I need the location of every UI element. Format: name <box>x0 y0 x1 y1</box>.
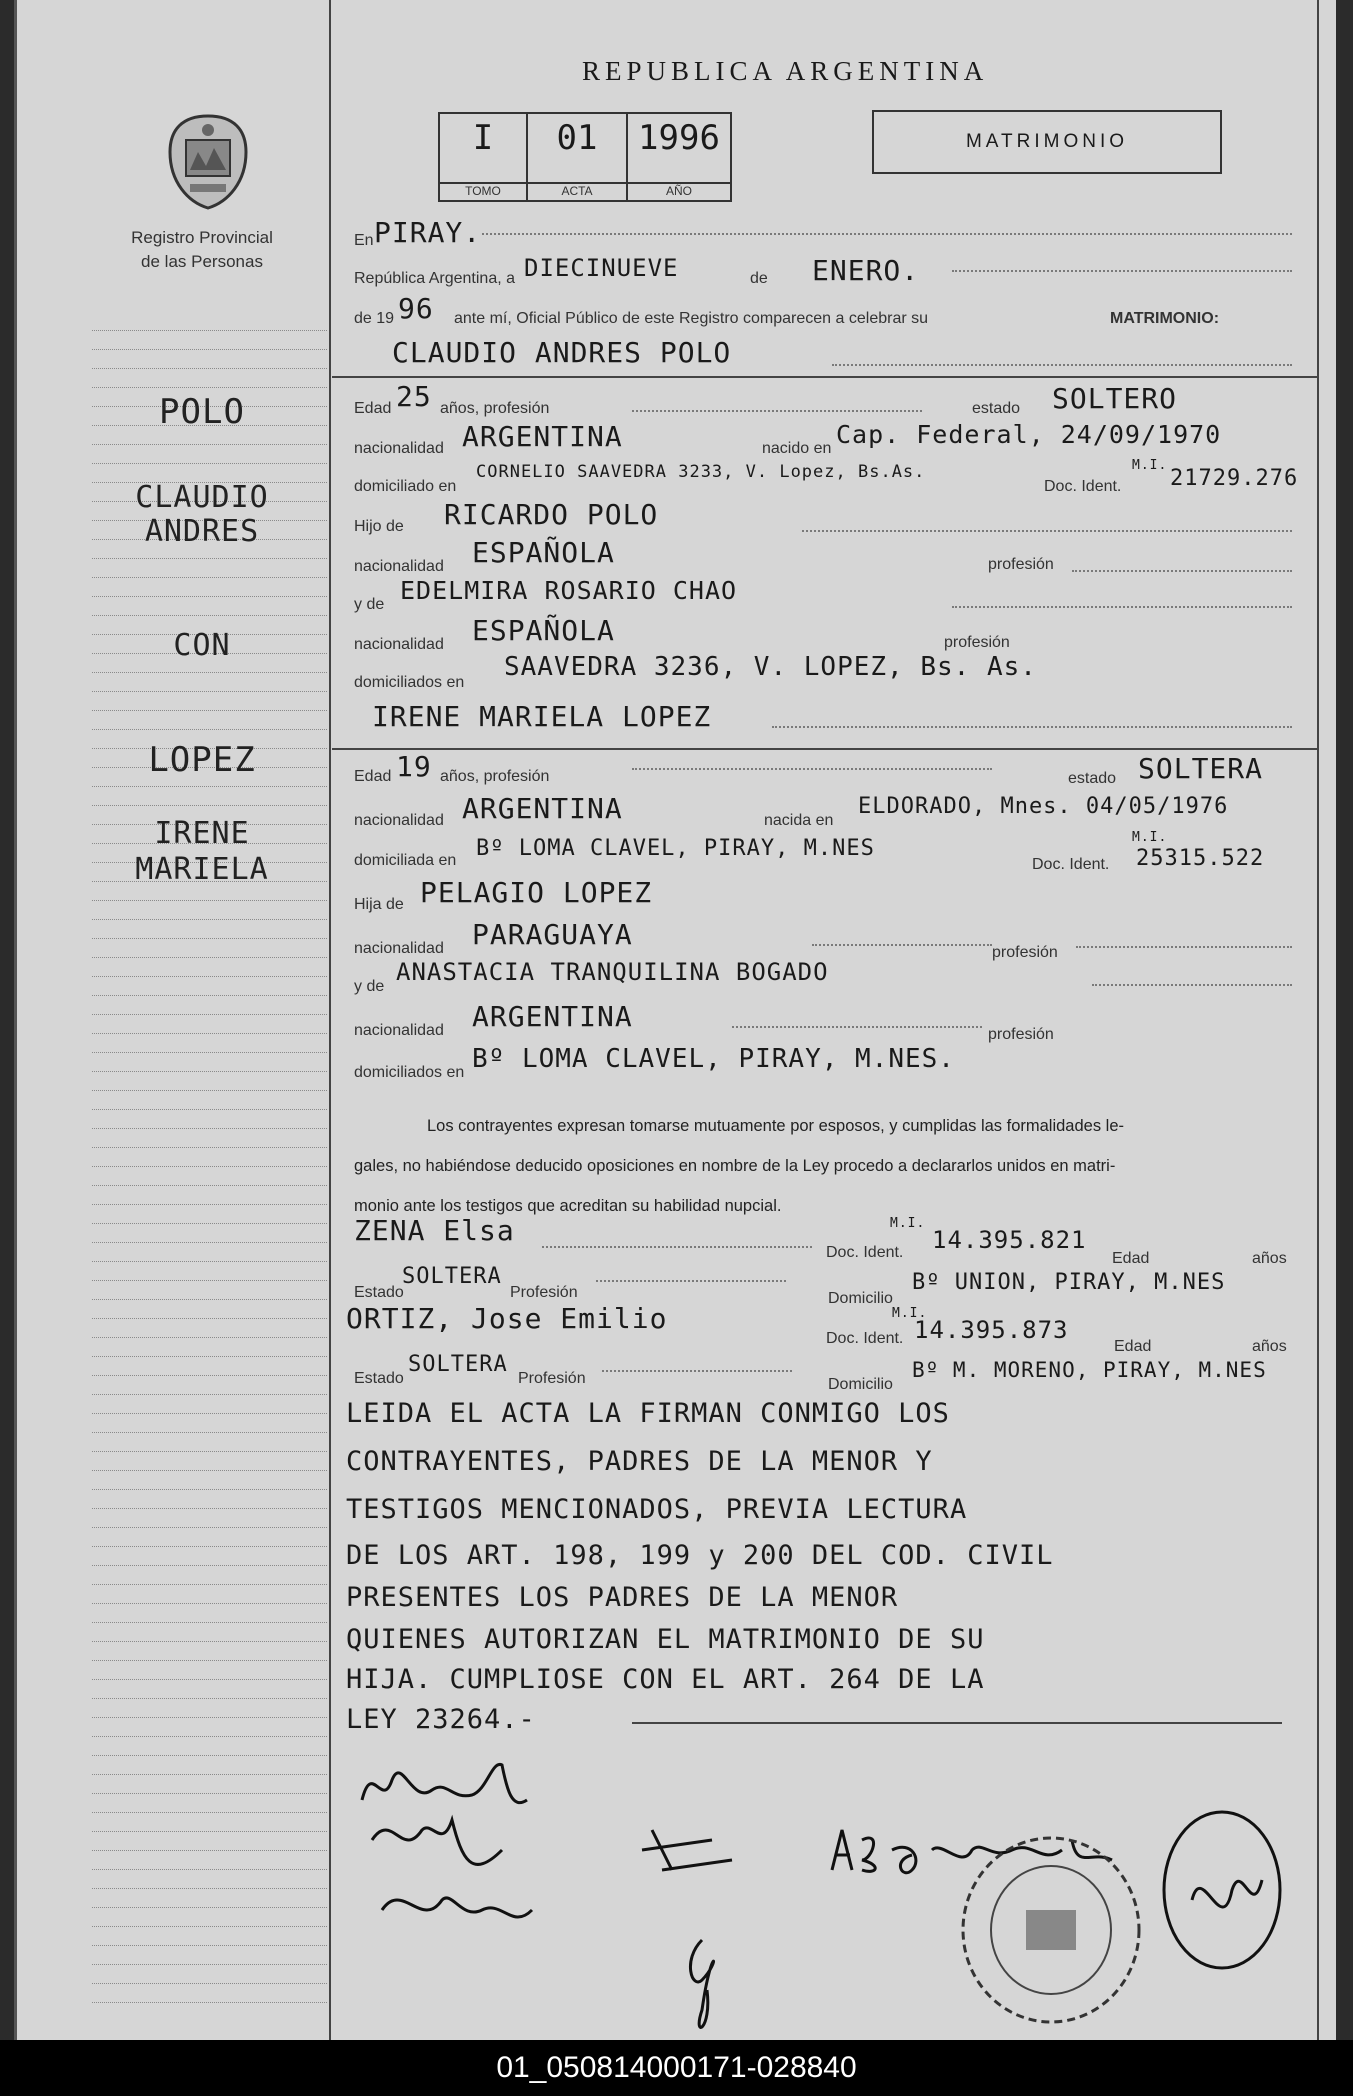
margin-rule-line <box>92 729 327 730</box>
dotted-line <box>1072 570 1292 572</box>
margin-rule-line <box>92 1755 327 1756</box>
margin-rule-line <box>92 1679 327 1680</box>
margin-rule-line <box>92 786 327 787</box>
note-line-2: CONTRAYENTES, PADRES DE LA MENOR Y <box>346 1446 933 1477</box>
bride-edad-label: Edad <box>354 768 392 785</box>
margin-rule-line <box>92 1508 327 1509</box>
margin-rule-line <box>92 1470 327 1471</box>
margin-rule-line <box>92 900 327 901</box>
margin-rule-line <box>92 444 327 445</box>
bride-domicilio: Bº LOMA CLAVEL, PIRAY, M.NES <box>476 836 875 861</box>
margin-column <box>17 0 331 2040</box>
margin-groom-name-1: CLAUDIO <box>135 480 269 515</box>
witness1-profesion-label: Profesión <box>510 1284 578 1301</box>
declaration-line2: gales, no habiéndose deducido oposiciones en nombre de la Ley procedo a declararlos unidos en matri- <box>354 1157 1116 1175</box>
witness2-doc-prefix: M.I. <box>892 1306 928 1321</box>
country-title: REPUBLICA ARGENTINA <box>582 56 989 86</box>
ano-value: 1996 <box>638 118 720 158</box>
margin-rule-line <box>92 349 327 350</box>
note-line-4: DE LOS ART. 198, 199 y 200 DEL COD. CIVIL <box>346 1540 1054 1571</box>
groom-full-name: CLAUDIO ANDRES POLO <box>392 336 732 369</box>
dotted-line <box>952 606 1292 608</box>
witness1-domicilio: Bº UNION, PIRAY, M.NES <box>912 1270 1226 1295</box>
republica-label: República Argentina, a <box>354 270 515 287</box>
dotted-line <box>832 364 1292 366</box>
dotted-line <box>596 1280 786 1282</box>
groom-y-de-label: y de <box>354 596 385 613</box>
margin-rule-line <box>92 1394 327 1395</box>
groom-madre: EDELMIRA ROSARIO CHAO <box>400 576 738 605</box>
section-divider <box>332 376 1317 378</box>
groom-madre-profesion-label: profesión <box>944 634 1010 651</box>
place-value: PIRAY. <box>374 216 482 249</box>
intro-text: ante mí, Oficial Público de este Registro comparecen a celebrar su <box>454 310 929 327</box>
margin-rule-line <box>92 1356 327 1357</box>
margin-rule-line <box>92 1432 327 1433</box>
margin-bride-name-1: IRENE <box>154 816 250 851</box>
dotted-line <box>812 944 992 946</box>
margin-bride-surname: LOPEZ <box>148 740 256 780</box>
margin-rule-line <box>92 577 327 578</box>
witness2-doc: 14.395.873 <box>914 1316 1069 1344</box>
official-stamp-icon <box>956 1830 1146 2030</box>
dotted-line <box>542 1246 812 1248</box>
margin-rule-line <box>92 710 327 711</box>
declaration-line1: Los contrayentes expresan tomarse mutuamente por esposos, y cumplidas las formalidades le- <box>427 1117 1125 1135</box>
margin-connector: CON <box>173 628 231 663</box>
signature-2-icon <box>362 1800 562 1950</box>
en-label: En <box>354 232 374 249</box>
margin-rule-line <box>92 1641 327 1642</box>
note-line-3: TESTIGOS MENCIONADOS, PREVIA LECTURA <box>346 1494 968 1525</box>
acta-cell <box>528 114 628 200</box>
signature-5-icon <box>1152 1800 1292 1980</box>
margin-rule-line <box>92 596 327 597</box>
bride-madre-nac-label: nacionalidad <box>354 1022 444 1039</box>
groom-edad: 25 <box>396 380 432 413</box>
margin-rule-line <box>92 1850 327 1851</box>
bride-nacionalidad-label: nacionalidad <box>354 812 444 829</box>
margin-rule-line <box>92 1185 327 1186</box>
margin-rule-line <box>92 1831 327 1832</box>
margin-rule-line <box>92 1546 327 1547</box>
witness2-domicilio: Bº M. MORENO, PIRAY, M.NES <box>912 1358 1267 1382</box>
margin-rule-line <box>92 1299 327 1300</box>
groom-domicilio-label: domiciliado en <box>354 478 457 495</box>
intro-text-bold: MATRIMONIO: <box>1110 310 1220 327</box>
margin-rule-line <box>92 558 327 559</box>
groom-domiciliados-label: domiciliados en <box>354 674 465 691</box>
margin-rule-line <box>92 1869 327 1870</box>
act-type: MATRIMONIO <box>965 131 1129 152</box>
year-prefix: de 19 <box>354 310 395 327</box>
bride-padre-nac: PARAGUAYA <box>472 918 633 951</box>
groom-domicilio-padres: SAAVEDRA 3236, V. LOPEZ, Bs. As. <box>504 652 1037 682</box>
margin-groom-surname: POLO <box>159 392 245 432</box>
tomo-value: I <box>472 118 494 158</box>
bride-profesion-label: profesión <box>992 944 1058 961</box>
margin-rule-line <box>92 1793 327 1794</box>
dotted-line <box>1076 946 1292 948</box>
margin-rule-line <box>92 1109 327 1110</box>
groom-madre-nac-label: nacionalidad <box>354 636 444 653</box>
margin-rule-line <box>92 1166 327 1167</box>
margin-rule-line <box>92 1204 327 1205</box>
groom-madre-nac: ESPAÑOLA <box>472 614 615 647</box>
bride-estado-label: estado <box>1068 770 1117 787</box>
acta-value: 01 <box>556 118 598 158</box>
margin-rule-line <box>92 1147 327 1148</box>
margin-rule-line <box>92 1565 327 1566</box>
margin-rule-line <box>92 1774 327 1775</box>
witness2-estado: SOLTERA <box>408 1352 508 1377</box>
groom-doc-prefix: M.I. <box>1132 458 1168 473</box>
margin-rule-line <box>92 1451 327 1452</box>
section-divider <box>332 748 1317 750</box>
margin-rule-line <box>92 1128 327 1129</box>
groom-hijo-label: Hijo de <box>354 518 404 535</box>
margin-rule-line <box>92 995 327 996</box>
bride-anos-profesion-label: años, profesión <box>440 768 550 785</box>
groom-nacionalidad: ARGENTINA <box>462 420 623 453</box>
witness1-edad-label: Edad <box>1112 1250 1150 1267</box>
dotted-line <box>1092 984 1292 986</box>
margin-rule-line <box>92 1280 327 1281</box>
margin-rule-line <box>92 1318 327 1319</box>
note-end-line <box>632 1722 1282 1724</box>
margin-rule-line <box>92 938 327 939</box>
record-box <box>438 112 732 202</box>
margin-rule-line <box>92 919 327 920</box>
bride-padre: PELAGIO LOPEZ <box>420 876 653 909</box>
provincial-seal-icon <box>162 112 254 212</box>
margin-rule-line <box>92 368 327 369</box>
margin-rule-line <box>92 1812 327 1813</box>
bride-doc-prefix: M.I. <box>1132 830 1168 845</box>
margin-rule-line <box>92 387 327 388</box>
margin-rule-line <box>92 1584 327 1585</box>
witness2-domicilio-label: Domicilio <box>828 1376 893 1393</box>
groom-padre-nac: ESPAÑOLA <box>472 536 615 569</box>
witness2-profesion-label: Profesión <box>518 1370 586 1387</box>
dotted-line <box>632 768 992 770</box>
groom-nacionalidad-label: nacionalidad <box>354 440 444 457</box>
margin-rule-line <box>92 1945 327 1946</box>
witness1-doc-prefix: M.I. <box>890 1216 926 1231</box>
groom-domicilio: CORNELIO SAAVEDRA 3233, V. Lopez, Bs.As. <box>476 462 926 482</box>
margin-bride-name-2: MARIELA <box>135 852 269 887</box>
act-type-box <box>872 110 1222 174</box>
groom-profesion-label: profesión <box>988 556 1054 573</box>
bride-padre-nac-label: nacionalidad <box>354 940 444 957</box>
groom-padre: RICARDO POLO <box>444 498 659 531</box>
document-id-bar <box>0 2040 1353 2096</box>
margin-rule-line <box>92 1736 327 1737</box>
witness1-doc-label: Doc. Ident. <box>826 1244 904 1261</box>
witness2-name: ORTIZ, Jose Emilio <box>346 1302 668 1335</box>
margin-rule-line <box>92 1071 327 1072</box>
margin-rule-line <box>92 1375 327 1376</box>
margin-rule-line <box>92 1717 327 1718</box>
note-line-5: PRESENTES LOS PADRES DE LA MENOR <box>346 1582 899 1613</box>
ano-label: AÑO <box>628 182 730 198</box>
witness2-edad-label: Edad <box>1114 1338 1152 1355</box>
witness2-anos-label: años <box>1252 1338 1287 1355</box>
groom-estado-label: estado <box>972 400 1021 417</box>
margin-rule-line <box>92 1527 327 1528</box>
margin-rule-line <box>92 1337 327 1338</box>
bride-full-name: IRENE MARIELA LOPEZ <box>372 700 712 733</box>
note-line-7: HIJA. CUMPLIOSE CON EL ART. 264 DE LA <box>346 1664 985 1695</box>
margin-groom-name-2: ANDRES <box>144 514 260 549</box>
bride-nacida-label: nacida en <box>764 812 834 829</box>
bride-madre-profesion-label: profesión <box>988 1026 1054 1043</box>
witness1-doc: 14.395.821 <box>932 1226 1087 1254</box>
dotted-line <box>602 1370 792 1372</box>
declaration-line3: monio ante los testigos que acreditan su habilidad nupcial. <box>354 1197 782 1215</box>
witness2-estado-label: Estado <box>354 1370 404 1387</box>
margin-rule-line <box>92 1052 327 1053</box>
margin-rule-line <box>92 1888 327 1889</box>
bride-y-de-label: y de <box>354 978 385 995</box>
dotted-line <box>772 726 1292 728</box>
margin-rule-line <box>92 691 327 692</box>
margin-rule-line <box>92 463 327 464</box>
tomo-label: TOMO <box>440 182 526 198</box>
groom-padre-nac-label: nacionalidad <box>354 558 444 575</box>
bride-madre: ANASTACIA TRANQUILINA BOGADO <box>396 958 829 986</box>
dotted-line <box>732 1026 982 1028</box>
margin-rule-line <box>92 805 327 806</box>
registry-label-line2: de las Personas <box>141 252 263 271</box>
dotted-line <box>952 270 1292 272</box>
margin-rule-line <box>92 1964 327 1965</box>
groom-doc-label: Doc. Ident. <box>1044 478 1122 495</box>
note-line-8: LEY 23264.- <box>346 1704 536 1735</box>
witness2-doc-label: Doc. Ident. <box>826 1330 904 1347</box>
margin-rule-line <box>92 330 327 331</box>
bride-domiciliados-label: domiciliados en <box>354 1064 465 1081</box>
groom-estado: SOLTERO <box>1052 382 1178 415</box>
margin-rule-line <box>92 672 327 673</box>
margin-rule-line <box>92 1413 327 1414</box>
margin-rule-line <box>92 1261 327 1262</box>
bride-edad: 19 <box>396 750 432 783</box>
ano-cell <box>628 114 730 200</box>
dotted-line <box>802 530 1292 532</box>
signature-3-icon <box>632 1810 752 2050</box>
margin-rule-line <box>92 1014 327 1015</box>
tomo-cell <box>440 114 528 200</box>
groom-anos-profesion-label: años, profesión <box>440 400 550 417</box>
certificate-page <box>14 0 1336 2040</box>
bride-domicilio-label: domiciliada en <box>354 852 457 869</box>
margin-rule-line <box>92 1489 327 1490</box>
margin-rule-line <box>92 976 327 977</box>
margin-rule-line <box>92 1223 327 1224</box>
registry-label-line1: Registro Provincial <box>131 228 273 247</box>
bride-estado: SOLTERA <box>1138 752 1264 785</box>
form-area <box>332 0 1319 2040</box>
witness1-name: ZENA Elsa <box>354 1214 515 1247</box>
margin-rule-line <box>92 615 327 616</box>
de-label: de <box>750 270 768 287</box>
margin-rule-line <box>92 1698 327 1699</box>
margin-rule-line <box>92 1660 327 1661</box>
margin-rule-line <box>92 1926 327 1927</box>
bride-nacida: ELDORADO, Mnes. 04/05/1976 <box>858 794 1229 819</box>
groom-nacido: Cap. Federal, 24/09/1970 <box>836 420 1222 449</box>
bride-hija-label: Hija de <box>354 896 404 913</box>
margin-rule-line <box>92 2002 327 2003</box>
groom-edad-label: Edad <box>354 400 392 417</box>
groom-nacido-label: nacido en <box>762 440 832 457</box>
margin-rule-line <box>92 1090 327 1091</box>
bride-doc: 25315.522 <box>1136 846 1265 871</box>
margin-rule-line <box>92 1603 327 1604</box>
note-line-6: QUIENES AUTORIZAN EL MATRIMONIO DE SU <box>346 1624 985 1655</box>
day-value: DIECINUEVE <box>524 254 679 282</box>
margin-rule-line <box>92 1033 327 1034</box>
witness1-anos-label: años <box>1252 1250 1287 1267</box>
margin-rule-line <box>92 957 327 958</box>
document-id: 01_050814000171-028840 <box>496 2051 857 2084</box>
dotted-line <box>482 233 1292 235</box>
margin-rule-line <box>92 1242 327 1243</box>
bride-doc-label: Doc. Ident. <box>1032 856 1110 873</box>
margin-rule-line <box>92 1622 327 1623</box>
margin-rule-line <box>92 1907 327 1908</box>
note-line-1: LEIDA EL ACTA LA FIRMAN CONMIGO LOS <box>346 1398 950 1429</box>
year-suffix: 96 <box>398 292 434 325</box>
month-value: ENERO. <box>812 254 920 287</box>
groom-doc: 21729.276 <box>1170 466 1299 491</box>
witness1-estado: SOLTERA <box>402 1264 502 1289</box>
acta-label: ACTA <box>528 182 626 198</box>
witness1-estado-label: Estado <box>354 1284 404 1301</box>
margin-rule-line <box>92 1983 327 1984</box>
bride-domicilio-padres: Bº LOMA CLAVEL, PIRAY, M.NES. <box>472 1044 955 1074</box>
bride-nacionalidad: ARGENTINA <box>462 792 623 825</box>
bride-madre-nac: ARGENTINA <box>472 1000 633 1033</box>
witness1-domicilio-label: Domicilio <box>828 1290 893 1307</box>
dotted-line <box>632 410 922 412</box>
